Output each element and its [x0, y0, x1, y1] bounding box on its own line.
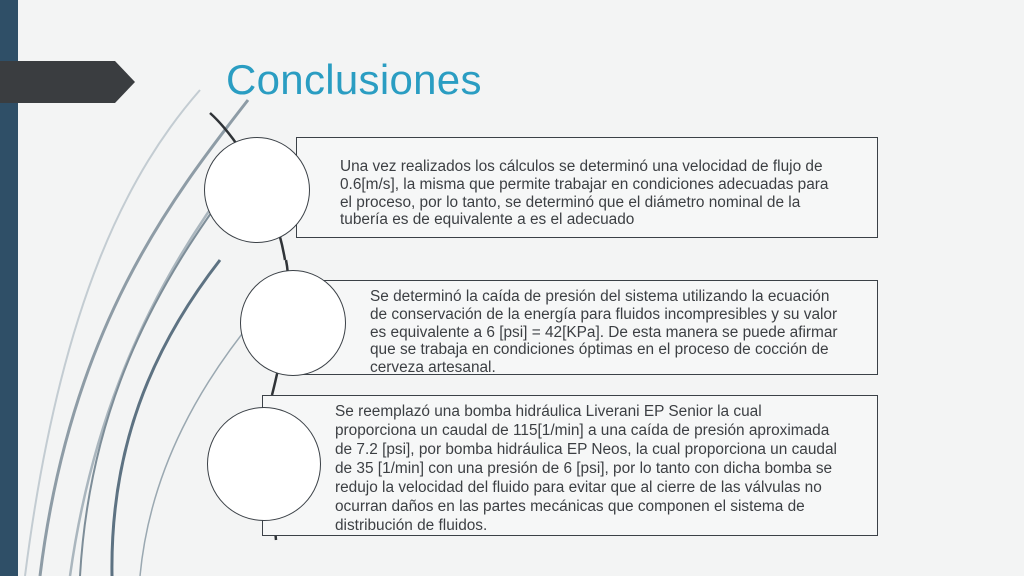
conclusion-text-3: [335, 402, 877, 535]
text-line: distribución de fluidos.: [335, 517, 488, 534]
conclusion-card-1: [296, 137, 878, 238]
conclusion-card-2: [300, 280, 878, 375]
text-line: tubería es de equivalente a es el adecuado: [340, 211, 635, 229]
text-line: redujo la velocidad del fluido para evitar que al cierre de las válvulas no: [335, 479, 822, 496]
text-line: de 7.2 [psi], por bomba hidráulica EP Neos, la cual proporciona un caudal: [335, 441, 837, 458]
conclusion-circle-3: [207, 407, 321, 521]
slide-title: Conclusiones: [226, 56, 482, 103]
conclusion-text-2: [370, 288, 877, 377]
conclusion-card-3: [262, 395, 878, 536]
text-line: cerveza artesanal.: [370, 359, 496, 377]
text-line: 0.6[m/s], la misma que permite trabajar en condiciones adecuadas para: [340, 175, 829, 193]
text-line: que se trabaja en condiciones óptimas en el proceso de cocción de: [370, 341, 829, 359]
text-line: ocurran daños en las partes mecánicas que componen el sistema de: [335, 498, 805, 515]
text-line: es equivalente a 6 [psi] = 42[KPa]. De esta manera se puede afirmar: [370, 323, 838, 341]
conclusion-text-1: [340, 158, 877, 237]
text-line: el proceso, por lo tanto, se determinó que el diámetro nominal de la: [340, 193, 801, 211]
text-line: Una vez realizados los cálculos se determinó una velocidad de flujo de: [340, 158, 823, 175]
text-line: Se determinó la caída de presión del sistema utilizando la ecuación: [370, 288, 830, 305]
text-line: proporciona un caudal de 115[1/min] a una caída de presión aproximada: [335, 422, 830, 439]
title-arrow-shape: [0, 61, 135, 103]
text-line: de 35 [1/min] con una presión de 6 [psi], por lo tanto con dicha bomba se: [335, 460, 833, 477]
text-line: de conservación de la energía para fluidos incompresibles y su valor: [370, 305, 838, 323]
conclusion-circle-1: [204, 137, 310, 243]
text-line: Se reemplazó una bomba hidráulica Liverani EP Senior la cual: [335, 403, 762, 420]
conclusion-circle-2: [240, 270, 346, 376]
